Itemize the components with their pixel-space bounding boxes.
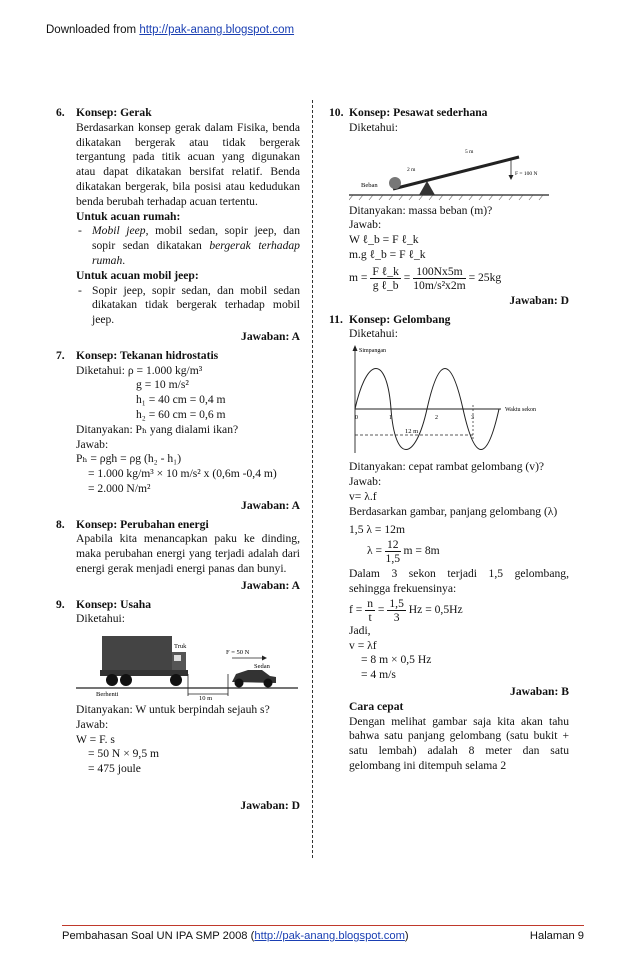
question-8: [56, 518, 300, 594]
truck-wheel: [170, 674, 182, 686]
denominator: g ℓ_b: [372, 278, 399, 292]
question-number: 11.: [329, 312, 343, 326]
question-title: Konsep: Gelombang: [349, 312, 451, 326]
known-line: Diketahui: ρ = 1.000 kg/m³: [76, 363, 203, 377]
distance-label: 10 m: [199, 695, 213, 701]
equation: v = λf: [349, 638, 377, 652]
tick-label: 1: [389, 415, 392, 422]
asked-line: Ditanyakan: Pₕ yang dialami ikan?: [76, 422, 239, 436]
text: , mobil sedan, sopir jeep, dan sopir sedan dikatakan: [92, 224, 300, 253]
eq-lhs: m =: [349, 270, 368, 284]
sedan-wheel: [235, 679, 244, 688]
question-body: Dengan melihat gambar saja kita akan tahu bahwa satu panjang gelombang (satu bukit + satu lembah) adalah 8 meter dan satu gelombang ini ditempuh selama 2: [349, 714, 569, 772]
load-label: Beban: [361, 181, 378, 189]
subheading: Cara cepat: [349, 699, 404, 713]
question-body: Berdasarkan konsep gerak dalam Fisika, benda dikatakan bergerak atau tidak bergerak tergantung pada titik acuan yang digunakan atau dapat dikatakan bersifat relatif. Benda dikatakan bergerak, bila posisi atau kedudukan benda berubah terhadap acuan tertentu.: [76, 120, 300, 208]
right-column: [329, 106, 569, 774]
asked-line: [76, 703, 300, 718]
question-6: [56, 106, 300, 345]
page-number: Halaman 9: [529, 930, 584, 942]
known-label: Diketahui:: [349, 120, 398, 134]
text: .: [122, 253, 126, 267]
eq-lhs: f =: [349, 602, 363, 616]
footer-left: [62, 930, 409, 942]
equation: = 475 joule: [88, 762, 141, 776]
fraction: [387, 597, 406, 624]
equation-fraction: [349, 538, 569, 565]
question-body: Apabila kita menancapkan paku ke dinding, maka perubahan energi yang terjadi adalah dari energi gerak menjadi energi panas dan bunyi.: [76, 532, 300, 575]
asked-text: Ditanyakan: W untuk berpindah sejauh s?: [76, 703, 270, 717]
numerator: 12: [386, 538, 399, 552]
question-9: [56, 598, 300, 814]
question-title: Konsep: Pesawat sederhana: [349, 106, 488, 119]
fraction: [370, 265, 401, 292]
question-7: [56, 349, 300, 514]
length-1-label: 2 m: [407, 166, 416, 173]
equation: = 8 m × 0,5 Hz: [361, 653, 432, 667]
equation: Pₕ = ρgh = ρg (h₂ - h₁): [76, 452, 182, 466]
force-arrowhead: [509, 175, 514, 180]
known-line: h₂ = 60 cm = 0,6 m: [136, 407, 226, 421]
numerator: 1,5: [389, 596, 404, 610]
asked-line: Ditanyakan: massa beban (m)?: [349, 203, 493, 217]
question-number: 6.: [56, 106, 65, 119]
jawab-label: Jawab:: [76, 717, 109, 731]
denominator: t: [368, 610, 372, 624]
known-label: Diketahui:: [76, 612, 125, 626]
numerator: n: [367, 596, 374, 610]
length-label: 12 m: [405, 428, 419, 436]
jawab-label: Jawab:: [349, 474, 382, 488]
jadi-label: Jadi,: [349, 623, 371, 637]
equation: = 4 m/s: [361, 668, 396, 682]
answer: Jawaban: D: [509, 293, 569, 307]
known-line: g = 10 m/s²: [136, 378, 189, 392]
answer: Jawaban: A: [241, 329, 300, 343]
ground-hatch: [349, 195, 543, 200]
eq-lhs: λ =: [367, 544, 383, 558]
truck-window: [174, 655, 181, 661]
denominator: 10m/s²x2m: [413, 278, 466, 292]
length-2-label: 5 m: [465, 148, 474, 155]
question-body: Dalam 3 sekon terjadi 1,5 gelombang, sehingga frekuensinya:: [349, 567, 569, 595]
jawab-label: Jawab:: [76, 437, 109, 451]
header-link[interactable]: http://pak-anang.blogspot.com: [139, 24, 295, 36]
truck-sedan-figure: [76, 630, 298, 700]
load-ball: [389, 177, 401, 189]
truck-label: Truk: [174, 643, 187, 651]
page-header: [46, 24, 294, 36]
question-title: Konsep: Gerak: [76, 106, 152, 119]
fraction: [385, 538, 401, 565]
numerator: F ℓ_k: [372, 264, 399, 278]
question-number: 8.: [56, 517, 65, 531]
list-item: - Sopir jeep, sopir sedan, dan mobil sedan dikatakan tidak bergerak terhadap mobil jeep.: [76, 284, 300, 328]
asked-line: Ditanyakan: cepat rambat gelombang (v)?: [349, 460, 545, 474]
answer: Jawaban: A: [241, 498, 300, 512]
column-divider: [312, 100, 313, 858]
sedan-wheel: [264, 679, 273, 688]
denominator: 3: [393, 610, 400, 624]
italic-text: bergerak terhadap rumah: [92, 239, 300, 267]
left-column: [56, 106, 300, 814]
eq-equals: =: [377, 602, 385, 616]
known-label: Diketahui:: [349, 327, 398, 341]
footer-text: Pembahasan Soal UN IPA SMP 2008 (: [62, 930, 255, 942]
tick-label: 2: [435, 415, 438, 422]
sedan-label: Sedan: [254, 663, 270, 671]
eq-rhs: m = 8m: [403, 544, 440, 558]
lever-bar: [393, 157, 519, 189]
force-label: F = 100 N: [515, 170, 538, 177]
equation: W ℓ_b = F ℓ_k: [349, 233, 419, 247]
subheading: Untuk acuan rumah:: [76, 209, 181, 223]
answer: Jawaban: A: [241, 578, 300, 592]
equation: W = F. s: [76, 732, 115, 746]
list-item: [76, 224, 300, 268]
lever-figure: [349, 139, 549, 201]
answer: Jawaban: D: [240, 799, 300, 813]
force-arrowhead: [262, 656, 267, 661]
eq-rhs: Hz = 0,5Hz: [408, 602, 463, 616]
tick-label: 0: [355, 415, 358, 422]
question-title: Konsep: Perubahan energi: [76, 517, 209, 531]
question-title: Konsep: Tekanan hidrostatis: [76, 348, 219, 362]
question-body: Berdasarkan gambar, panjang gelombang (λ): [349, 504, 558, 518]
answer: Jawaban: B: [510, 684, 569, 698]
equation: m.g ℓ_b = F ℓ_k: [349, 247, 426, 261]
denominator: 1,5: [385, 552, 401, 566]
equation-fraction: m = $\frac{\text{F ℓ\_k}}{\text{g ℓ\_b}}$ = $\frac{100Nx5m}{\text{10m/s²x2m}}$ = 25kg: [349, 264, 502, 292]
header-prefix: Downloaded from: [46, 24, 140, 36]
jawab-label: Jawab:: [349, 218, 382, 232]
truck-wheel: [120, 674, 132, 686]
subheading: Untuk acuan mobil jeep:: [76, 268, 199, 282]
question-number: 7.: [56, 348, 65, 362]
question-title: Konsep: Usaha: [76, 597, 152, 611]
tick-label: 3: [471, 415, 474, 422]
footer-link[interactable]: http://pak-anang.blogspot.com: [254, 930, 405, 942]
known-line: h₁ = 40 cm = 0,4 m: [136, 393, 226, 407]
equation: = 2.000 N/m²: [88, 481, 151, 495]
equation: v= λ.f: [349, 489, 377, 503]
italic-text: Mobil jeep: [92, 224, 146, 238]
equation: 1,5 λ = 12m: [349, 523, 405, 537]
equation: = 50 N × 9,5 m: [88, 747, 160, 761]
truck-container: [102, 636, 172, 670]
numerator: 100Nx5m: [413, 265, 465, 279]
fraction: [365, 597, 375, 624]
force-label: F = 50 N: [226, 649, 250, 657]
footer-text: ): [404, 930, 409, 942]
truck-wheel: [106, 674, 118, 686]
equation-fraction: [349, 597, 569, 624]
question-10: [329, 106, 569, 309]
wave-figure: [349, 345, 569, 457]
x-axis-label: Waktu sekon: [505, 407, 537, 414]
equation: = 1.000 kg/m³ × 10 m/s² x (0,6m -0,4 m): [88, 467, 277, 481]
question-number: 9.: [56, 597, 65, 611]
question-11: [329, 313, 569, 774]
question-number: 10.: [329, 106, 344, 119]
page-footer: [62, 930, 584, 942]
y-axis-arrowhead: [353, 345, 358, 351]
y-axis-label: Simpangan: [359, 348, 386, 355]
stop-label: Berhenti: [96, 691, 119, 699]
fraction: [413, 265, 465, 292]
eq-result: = 25kg: [468, 270, 502, 284]
